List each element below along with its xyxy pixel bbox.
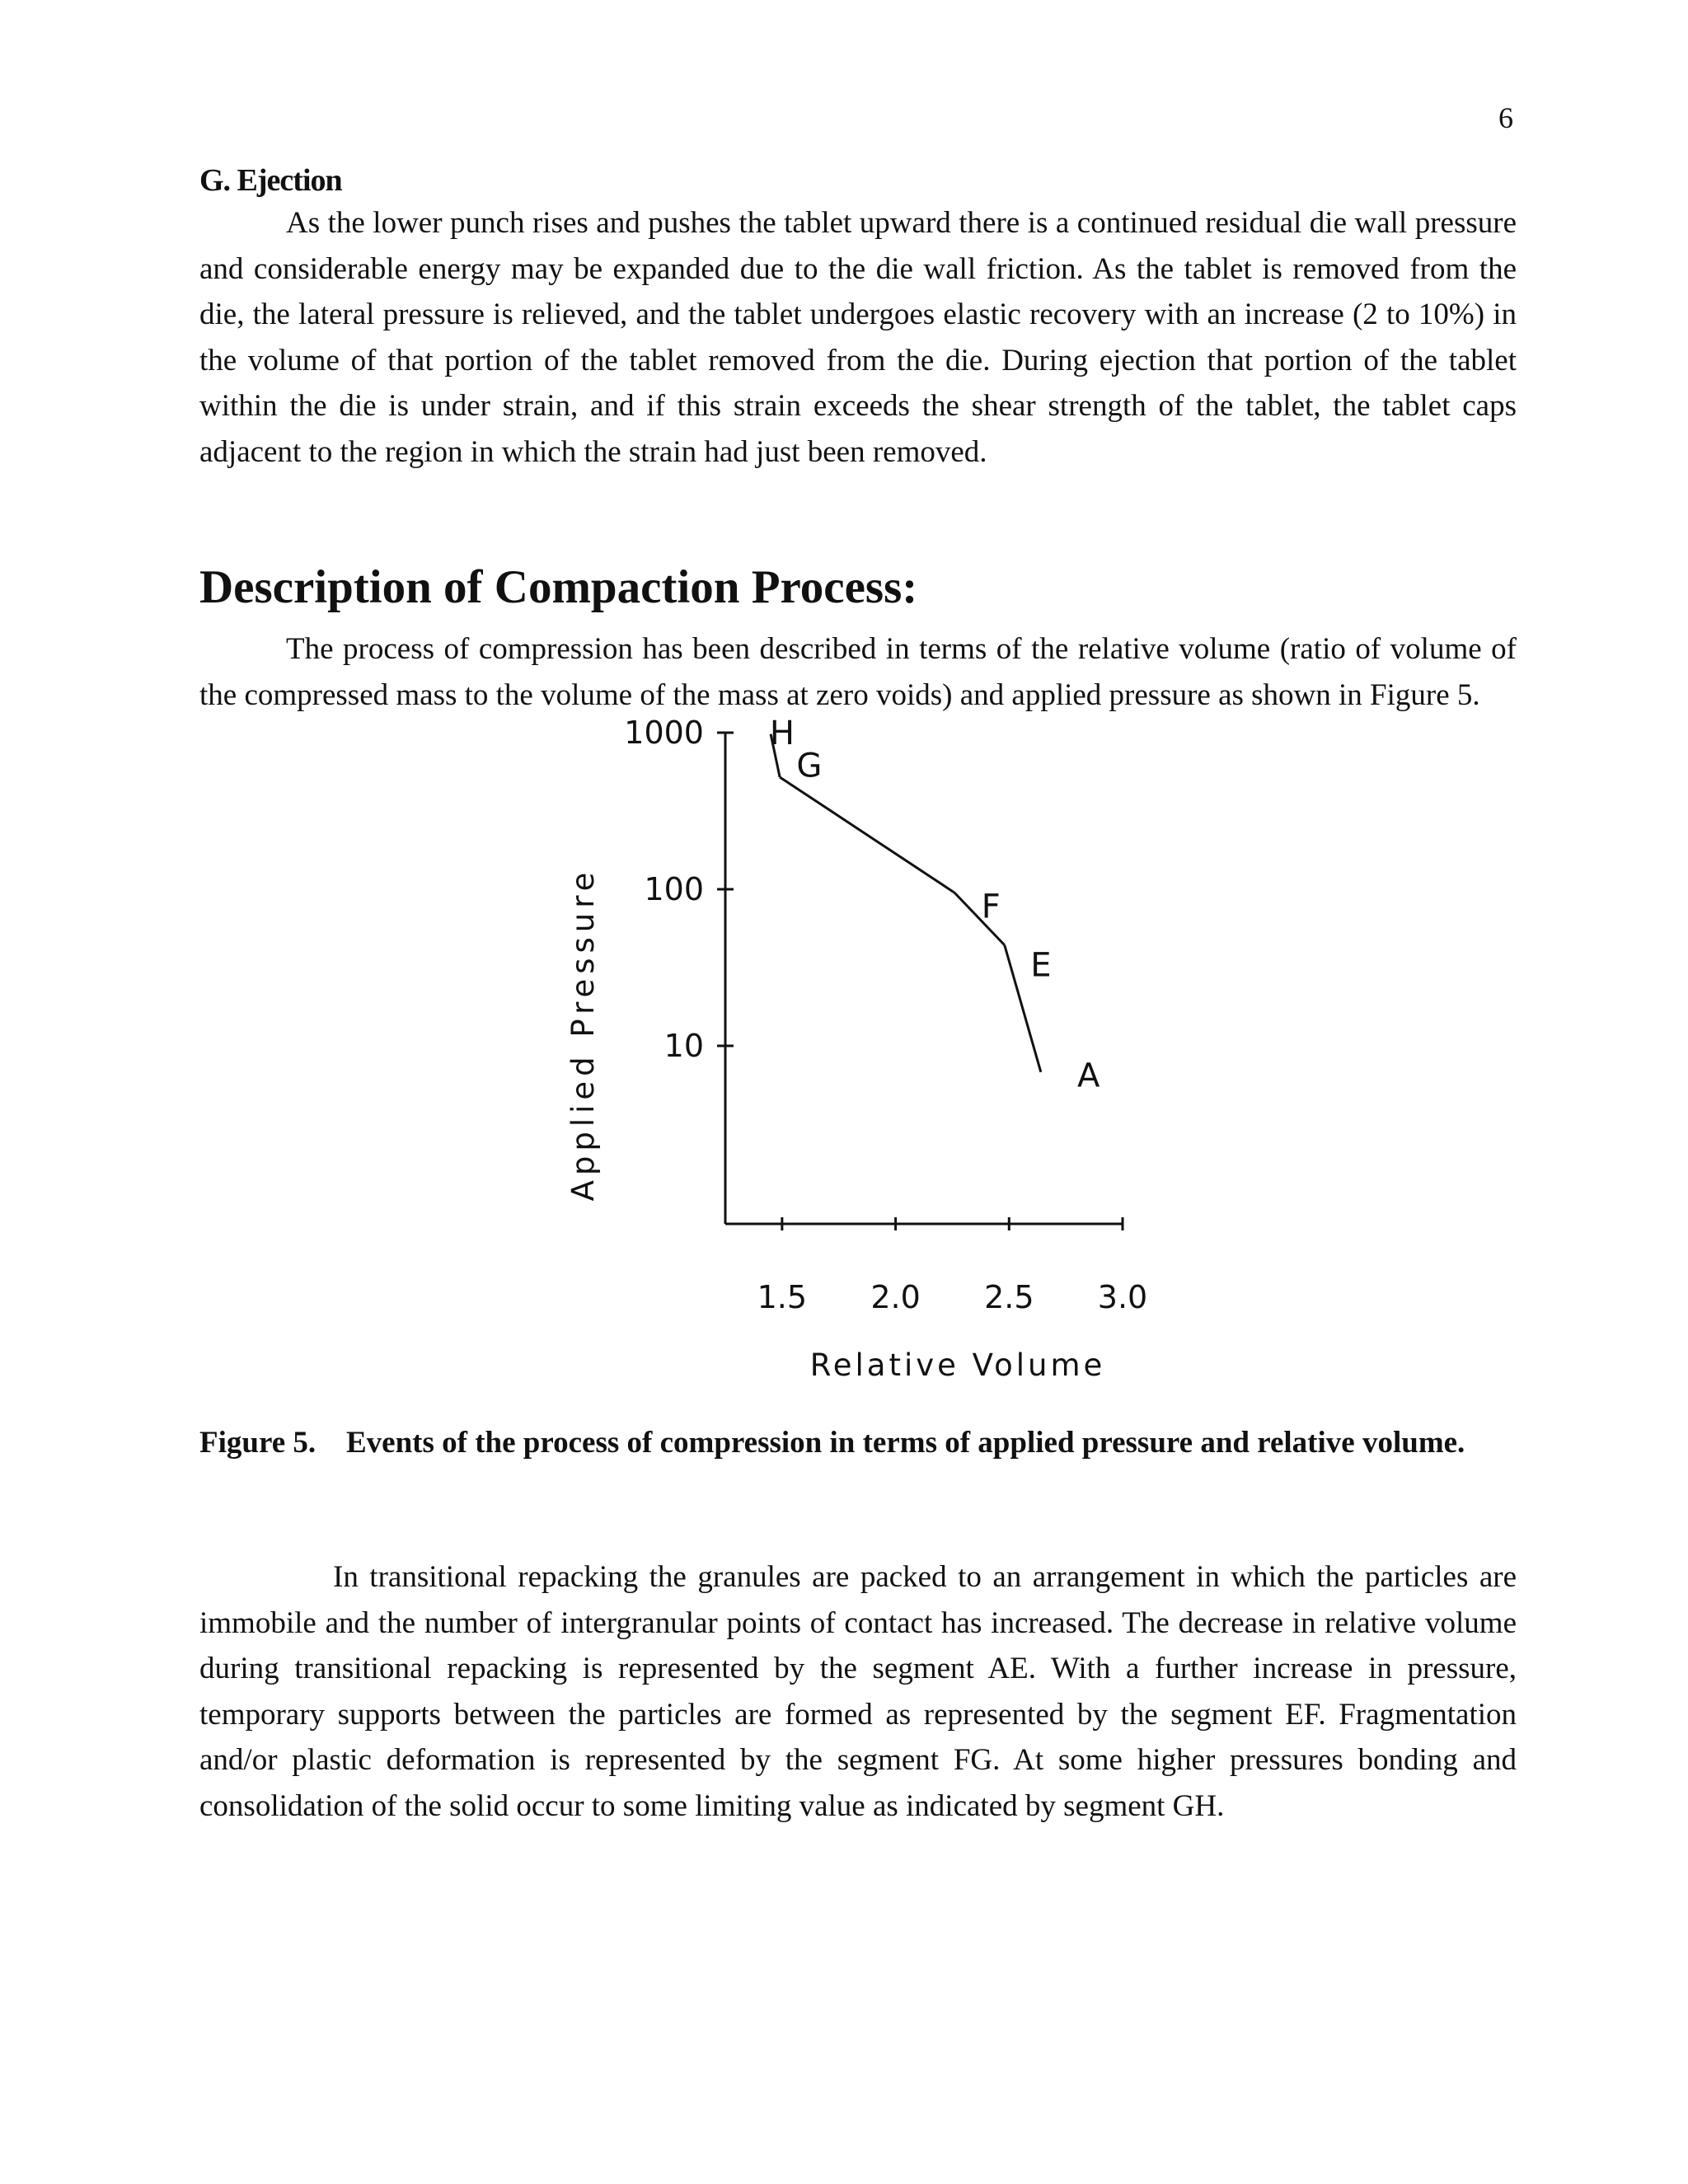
compression-chart [199,718,1517,1410]
x-tick-label: 2.0 [870,1279,921,1315]
curve-segment [780,777,954,893]
y-axis-title: Applied Pressure [565,867,601,1202]
point-label-f: F [981,888,1001,926]
x-tick-group [757,1217,1148,1315]
point-label-h: H [769,718,795,752]
point-label-group [770,718,1100,1095]
point-label-g: G [796,747,823,785]
y-tick-label: 100 [644,871,704,907]
figure-5 [199,718,1517,1410]
x-tick-label: 1.5 [757,1279,808,1315]
figure-caption-label: Figure 5. [199,1426,316,1460]
page-number: 6 [1498,101,1513,134]
figure-caption-text: Events of the process of compression in terms of applied pressure and relative volume. [346,1426,1465,1460]
closing-paragraph: In transitional repacking the granules are packed to an arrangement in which the particles are immobile and the number of intergranular points of contact has increased. The decrease in relative volume during transitional repacking is represented by the segment AE. With a further increase in pressure, temporary supports between the particles are formed as represented by the segment EF. Fragmentation and/or plastic deformation is represented by the segment FG. At some higher pressures bonding and consolidation of the solid occur to some limiting value as indicated by segment GH. [199,1560,1517,1823]
document-body [199,161,1517,1829]
figure-caption [199,1420,1517,1465]
ejection-paragraph: As the lower punch rises and pushes the tablet upward there is a continued residual die wall pressure and considerable energy may be expanded due to the die wall friction. As the tablet is removed from the die, the lateral pressure is relieved, and the tablet undergoes elastic recovery with an increase (2 to 10%) in the volume of that portion of the tablet removed from the die. During ejection that portion of the tablet within the die is under strain, and if this strain exceeds the shear strength of the tablet, the tablet caps adjacent to the region in which the strain had just been removed. [199,206,1517,469]
x-tick-label: 2.5 [984,1279,1034,1315]
x-axis-title: Relative Volume [809,1347,1106,1383]
compaction-heading: Description of Compaction Process: [199,561,918,613]
y-tick-label: 1000 [624,718,704,751]
compaction-paragraph: The process of compression has been described in terms of the relative volume (ratio of volume of the compressed mass to the volume of the mass at zero voids) and applied pressure as shown in Figure 5. [199,632,1517,712]
point-label-a: A [1076,1057,1100,1095]
section-heading-ejection: G. Ejection [199,163,342,198]
y-tick-group [624,718,734,1064]
point-label-e: E [1030,946,1052,985]
x-tick-label: 3.0 [1097,1279,1148,1315]
y-tick-label: 10 [663,1028,704,1064]
